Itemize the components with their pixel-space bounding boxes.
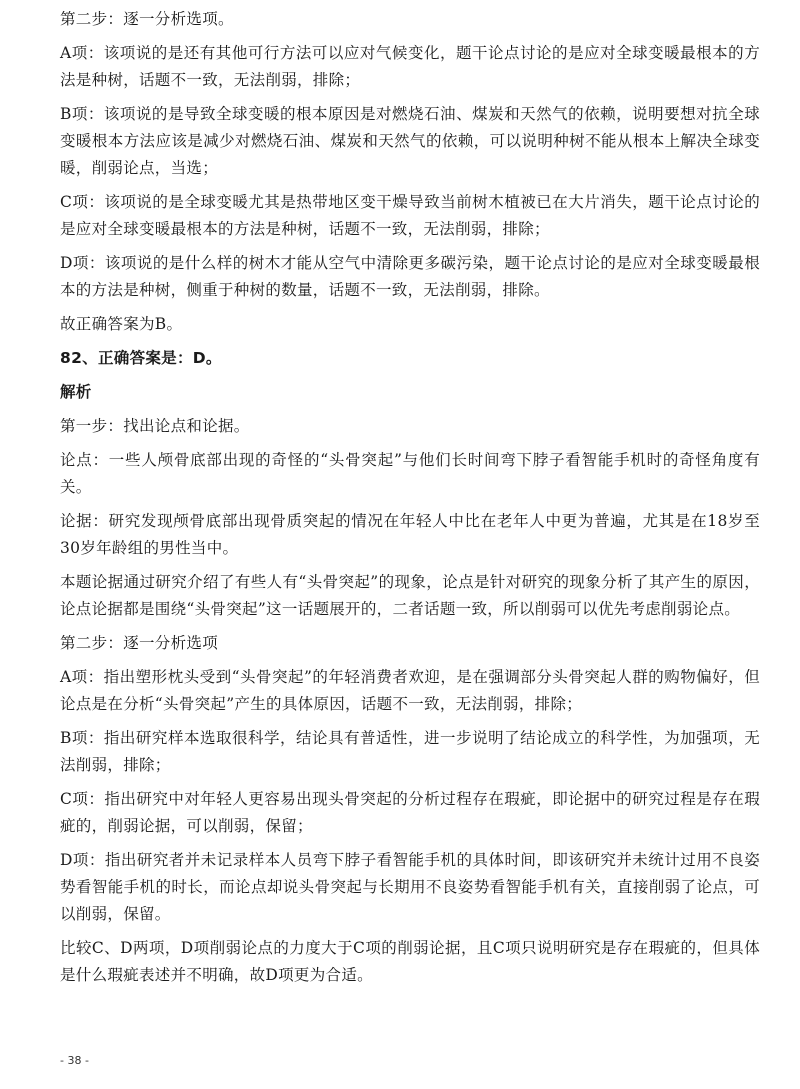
q81-step2: 第二步：逐一分析选项。	[60, 10, 234, 28]
q82-answer-heading: 82、正确答案是：D。	[60, 349, 222, 367]
page-number: - 38 -	[60, 1054, 89, 1067]
q82-step2: 第二步：逐一分析选项	[60, 634, 219, 652]
document-page	[60, 6, 760, 996]
q82-compare: 比较C、D两项，D项削弱论点的力度大于C项的削弱论据，且C项只说明研究是存在瑕疵的，但具体是什么瑕疵表述并不明确，故D项更为合适。	[60, 939, 760, 984]
q82-argument: 论点：一些人颅骨底部出现的奇怪的“头骨突起”与他们长时间弯下脖子看智能手机时的奇怪角度有关。	[60, 451, 760, 496]
q82-evidence: 论据：研究发现颅骨底部出现骨质突起的情况在年轻人中比在老年人中更为普遍，尤其是在18岁至30岁年龄组的男性当中。	[60, 512, 760, 557]
q82-option-a: A项：指出塑形枕头受到“头骨突起”的年轻消费者欢迎，是在强调部分头骨突起人群的购物偏好，但论点是在分析“头骨突起”产生的具体原因，话题不一致，无法削弱，排除；	[60, 668, 760, 713]
q81-option-c: C项：该项说的是全球变暖尤其是热带地区变干燥导致当前树木植被已在大片消失，题干论点讨论的是应对全球变暖最根本的方法是种树，话题不一致，无法削弱，排除；	[60, 193, 760, 238]
q81-option-a: A项：该项说的是还有其他可行方法可以应对气候变化，题干论点讨论的是应对全球变暖最根本的方法是种树，话题不一致，无法削弱，排除；	[60, 44, 760, 89]
q82-summary: 本题论据通过研究介绍了有些人有“头骨突起”的现象，论点是针对研究的现象分析了其产生的原因，论点论据都是围绕“头骨突起”这一话题展开的，二者话题一致，所以削弱可以优先考虑削弱论点。	[60, 573, 760, 618]
q82-option-b: B项：指出研究样本选取很科学，结论具有普适性，进一步说明了结论成立的科学性，为加强项，无法削弱，排除；	[60, 729, 760, 774]
q82-option-c: C项：指出研究中对年轻人更容易出现头骨突起的分析过程存在瑕疵，即论据中的研究过程是存在瑕疵的，削弱论据，可以削弱，保留；	[60, 790, 760, 835]
q82-step1: 第一步：找出论点和论据。	[60, 417, 250, 435]
q82-analysis-label: 解析	[60, 383, 92, 401]
q81-option-b: B项：该项说的是导致全球变暖的根本原因是对燃烧石油、煤炭和天然气的依赖，说明要想对抗全球变暖根本方法应该是减少对燃烧石油、煤炭和天然气的依赖，可以说明种树不能从根本上解决全球变暖，削弱论点，当选；	[60, 105, 760, 177]
q81-conclusion: 故正确答案为B。	[60, 315, 183, 333]
q81-option-d: D项：该项说的是什么样的树木才能从空气中清除更多碳污染，题干论点讨论的是应对全球变暖最根本的方法是种树，侧重于种树的数量，话题不一致，无法削弱，排除。	[60, 254, 760, 299]
q82-option-d: D项：指出研究者并未记录样本人员弯下脖子看智能手机的具体时间，即该研究并未统计过用不良姿势看智能手机的时长，而论点却说头骨突起与长期用不良姿势看智能手机有关，直接削弱了论点，可以削弱，保留。	[60, 851, 760, 923]
